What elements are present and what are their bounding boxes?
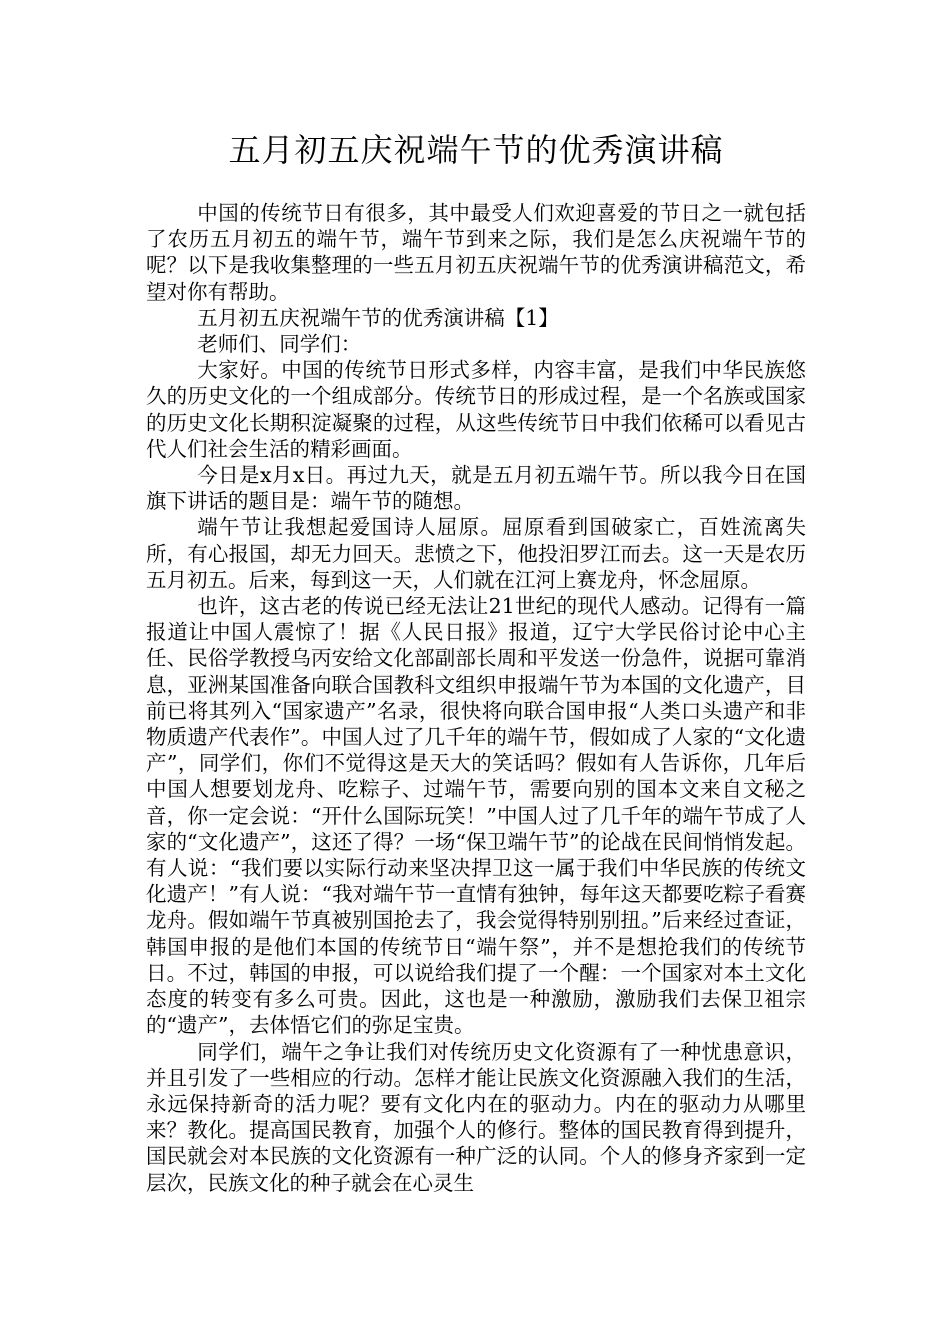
body-paragraph: 也许，这古老的传说已经无法让21世纪的现代人感动。记得有一篇报道让中国人震惊了！据《人民日报》报道，辽宁大学民俗讨论中心主任、民俗学教授乌丙安给文化部副部长周和平发送一份急件，说据可靠消息，亚洲某国准备向联合国教科文组织申报端午节为本国的文化遗产，目前已将其列入“国家遗产”名录，很快将向联合国申报“人类口头遗产和非物质遗产代表作”。中国人过了几千年的端午节，假如成了人家的“文化遗产”，同学们，你们不觉得这是天大的笑话吗？假如有人告诉你，几年后中国人想要划龙舟、吃粽子、过端午节，需要向别的国本文来自文秘之音，你一定会说：“开什么国际玩笑！”中国人过了几千年的端午节成了人家的“文化遗产”，这还了得？一场“保卫端午节”的论战在民间悄悄发起。有人说：“我们要以实际行动来坚决捍卫这一属于我们中华民族的传统文化遗产！”有人说：“我对端午节一直情有独钟，每年这天都要吃粽子看赛龙舟。假如端午节真被别国抢去了，我会觉得特别别扭。”后来经过查证，韩国申报的是他们本国的传统节日“端午祭”，并不是想抢我们的传统节日。不过，韩国的申报，可以说给我们提了一个醒：一个国家对本土文化态度的转变有多么可贵。因此，这也是一种激励，激励我们去保卫祖宗的“遗产”，去体悟它们的弥足宝贵。 bbox=[146, 594, 806, 1038]
intro-paragraph: 中国的传统节日有很多，其中最受人们欢迎喜爱的节日之一就包括了农历五月初五的端午节，端午节到来之际，我们是怎么庆祝端午节的呢？以下是我收集整理的一些五月初五庆祝端午节的优秀演讲稿范文，希望对你有帮助。 bbox=[146, 201, 806, 304]
document-title: 五月初五庆祝端午节的优秀演讲稿 bbox=[228, 131, 724, 169]
body-paragraph: 今日是x月x日。再过九天，就是五月初五端午节。所以我今日在国旗下讲话的题目是：端午节的随想。 bbox=[146, 463, 806, 514]
salutation: 老师们、同学们： bbox=[197, 332, 362, 357]
speech-heading: 五月初五庆祝端午节的优秀演讲稿【1】 bbox=[197, 305, 559, 330]
document-body bbox=[146, 200, 806, 1196]
body-paragraph: 端午节让我想起爱国诗人屈原。屈原看到国破家亡，百姓流离失所，有心报国，却无力回天。悲愤之下，他投汨罗江而去。这一天是农历五月初五。后来，每到这一天，人们就在江河上赛龙舟，怀念屈原。 bbox=[146, 515, 806, 592]
body-paragraph: 大家好。中国的传统节日形式多样，内容丰富，是我们中华民族悠久的历史文化的一个组成部分。传统节日的形成过程，是一个名族或国家的历史文化长期积淀凝聚的过程，从这些传统节日中我们依稀可以看见古代人们社会生活的精彩画面。 bbox=[146, 358, 806, 461]
document-page bbox=[146, 128, 806, 1196]
body-paragraph: 同学们，端午之争让我们对传统历史文化资源有了一种忧患意识，并且引发了一些相应的行动。怎样才能让民族文化资源融入我们的生活，永远保持新奇的活力呢？要有文化内在的驱动力。内在的驱动力从哪里来？教化。提高国民教育，加强个人的修行。整体的国民教育得到提升，国民就会对本民族的文化资源有一种广泛的认同。个人的修身齐家到一定层次，民族文化的种子就会在心灵生 bbox=[146, 1039, 806, 1195]
